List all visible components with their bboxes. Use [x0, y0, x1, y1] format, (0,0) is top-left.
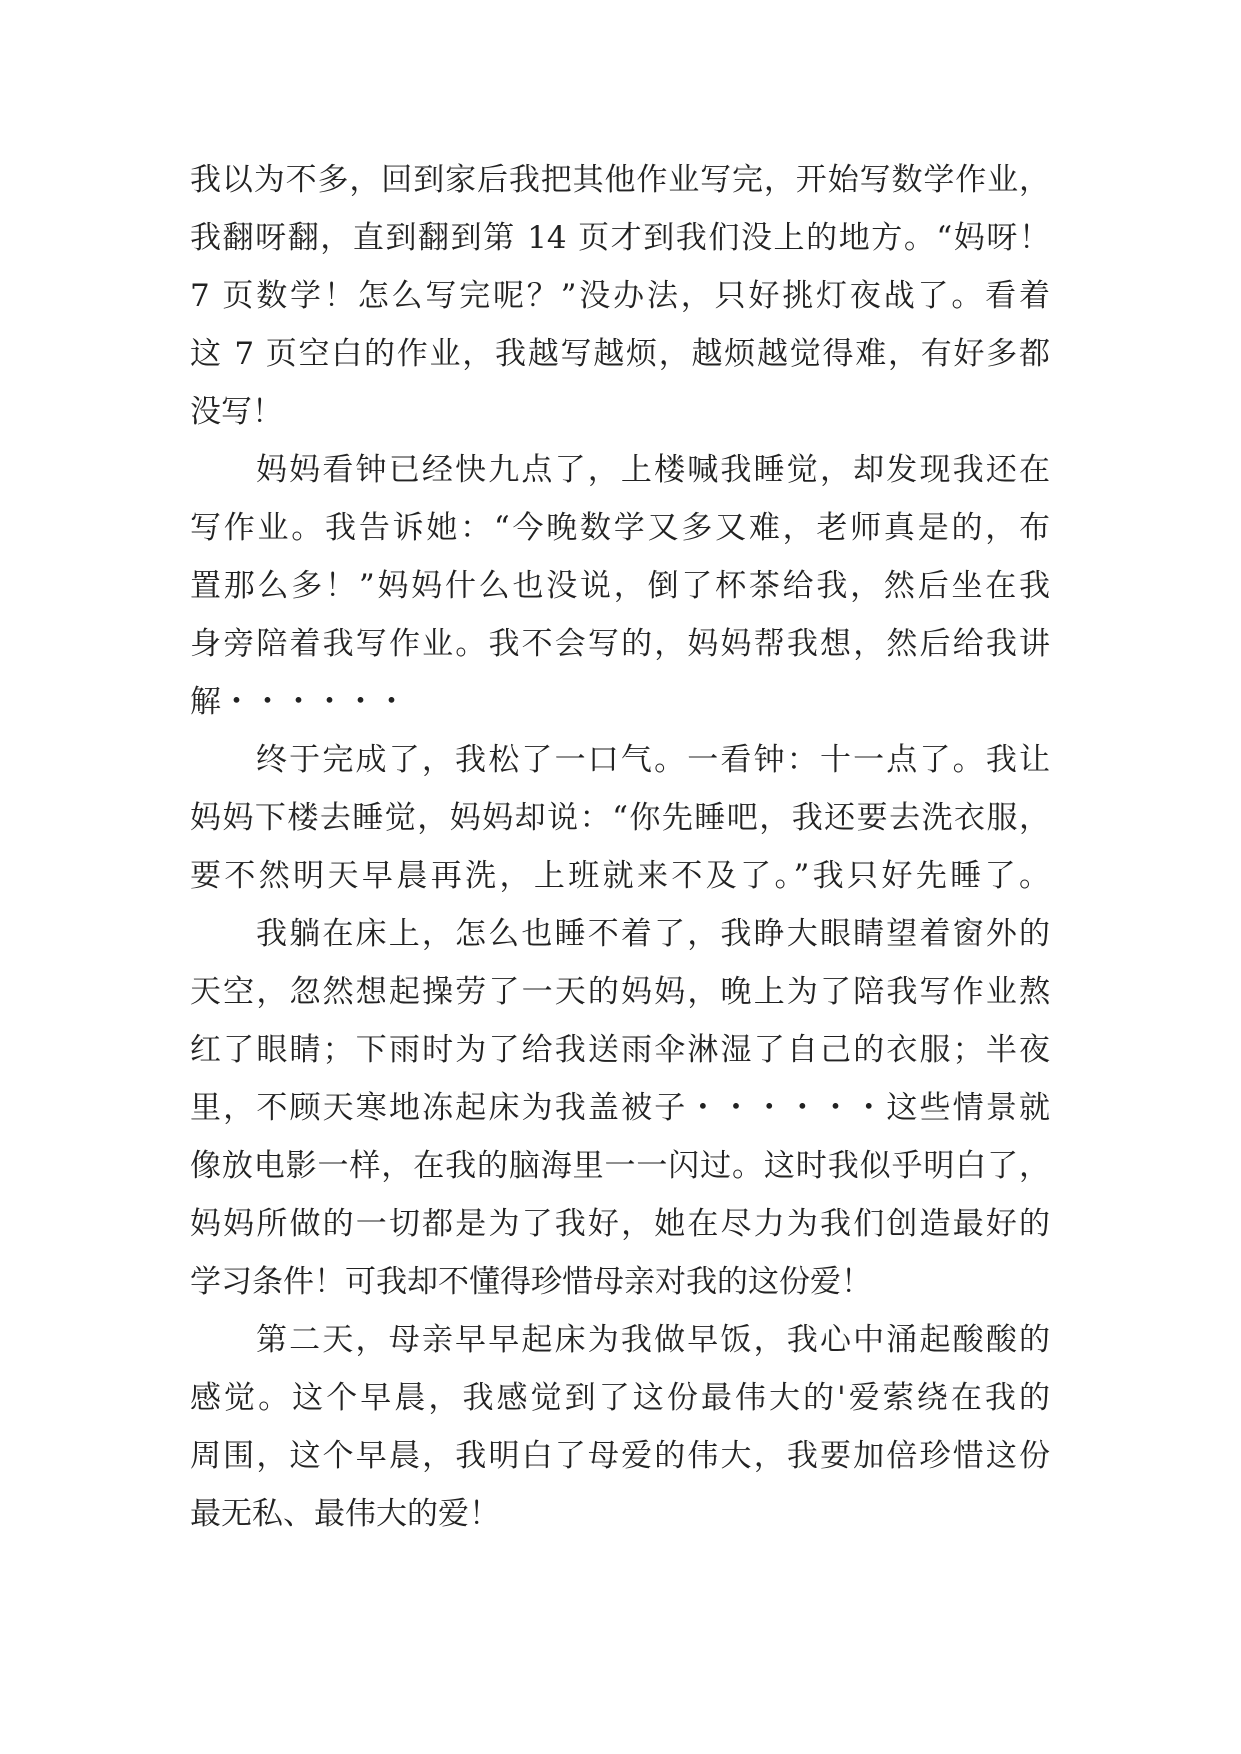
- paragraph-4-line-4: 里，不顾天寒地冻起床为我盖被子・・・・・・这些情景就: [190, 1090, 1050, 1126]
- paragraph-5-line-3: 周围，这个早晨，我明白了母爱的伟大，我要加倍珍惜这份: [190, 1438, 1050, 1474]
- paragraph-2-line-3: 置那么多！”妈妈什么也没说，倒了杯茶给我，然后坐在我: [190, 568, 1050, 604]
- paragraph-3-line-1: 终于完成了，我松了一口气。一看钟：十一点了。我让: [256, 742, 1050, 778]
- paragraph-1-line-5: 没写！: [190, 394, 283, 430]
- paragraph-4-line-1: 我躺在床上，怎么也睡不着了，我睁大眼睛望着窗外的: [256, 916, 1050, 952]
- paragraph-5-line-2: 感觉。这个早晨，我感觉到了这份最伟大的'爱萦绕在我的: [190, 1380, 1050, 1416]
- paragraph-2-line-1: 妈妈看钟已经快九点了，上楼喊我睡觉，却发现我还在: [256, 452, 1050, 488]
- paragraph-4-line-3: 红了眼睛；下雨时为了给我送雨伞淋湿了自己的衣服；半夜: [190, 1032, 1050, 1068]
- paragraph-2-line-4: 身旁陪着我写作业。我不会写的，妈妈帮我想，然后给我讲: [190, 626, 1050, 662]
- paragraph-2-line-5: 解・・・・・・: [190, 684, 407, 720]
- paragraph-1-line-2: 我翻呀翻，直到翻到第 14 页才到我们没上的地方。“妈呀！: [190, 220, 1050, 256]
- paragraph-3-line-3: 要不然明天早晨再洗，上班就来不及了。”我只好先睡了。: [190, 858, 1050, 894]
- paragraph-1-line-3: 7 页数学！怎么写完呢？”没办法，只好挑灯夜战了。看着: [190, 278, 1050, 314]
- paragraph-1-line-1: 我以为不多，回到家后我把其他作业写完，开始写数学作业，: [190, 162, 1050, 198]
- paragraph-4-line-2: 天空，忽然想起操劳了一天的妈妈，晚上为了陪我写作业熬: [190, 974, 1050, 1010]
- paragraph-5-line-4: 最无私、最伟大的爱！: [190, 1496, 500, 1532]
- paragraph-5-line-1: 第二天，母亲早早起床为我做早饭，我心中涌起酸酸的: [256, 1322, 1050, 1358]
- paragraph-4-line-5: 像放电影一样，在我的脑海里一一闪过。这时我似乎明白了，: [190, 1148, 1050, 1184]
- paragraph-3-line-2: 妈妈下楼去睡觉，妈妈却说：“你先睡吧，我还要去洗衣服，: [190, 800, 1050, 836]
- paragraph-4-line-6: 妈妈所做的一切都是为了我好，她在尽力为我们创造最好的: [190, 1206, 1050, 1242]
- paragraph-4-line-7: 学习条件！可我却不懂得珍惜母亲对我的这份爱！: [190, 1264, 872, 1300]
- paragraph-1-line-4: 这 7 页空白的作业，我越写越烦，越烦越觉得难，有好多都: [190, 336, 1050, 372]
- paragraph-2-line-2: 写作业。我告诉她：“今晚数学又多又难，老师真是的，布: [190, 510, 1050, 546]
